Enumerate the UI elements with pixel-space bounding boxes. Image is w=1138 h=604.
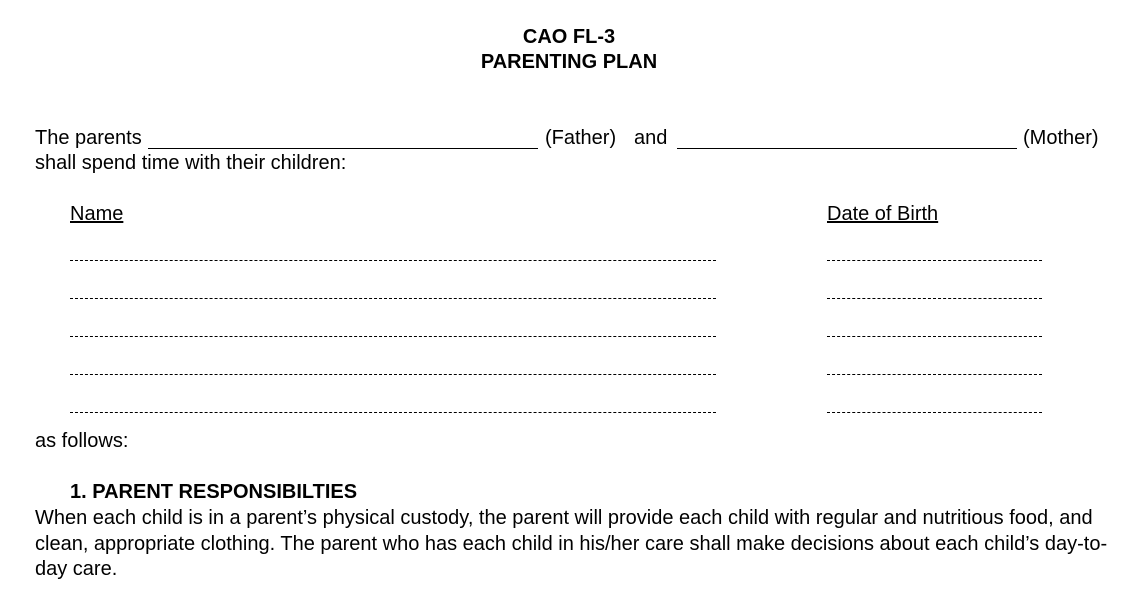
child-dob-line[interactable]: [827, 412, 1042, 413]
dob-column-header: Date of Birth: [827, 203, 939, 225]
child-name-line[interactable]: [70, 260, 716, 261]
child-dob-line[interactable]: [827, 260, 1042, 261]
the-parents-label: The parents: [35, 127, 142, 149]
mother-label: (Mother): [1023, 127, 1099, 149]
name-column-header: Name: [70, 203, 124, 225]
child-dob-line[interactable]: [827, 374, 1042, 375]
as-follows-label: as follows:: [35, 430, 129, 452]
form-code: CAO FL-3: [522, 26, 616, 48]
mother-name-line[interactable]: [677, 148, 1017, 149]
intro-continuation: shall spend time with their children:: [35, 152, 347, 174]
section-1-heading: 1. PARENT RESPONSIBILTIES: [70, 481, 358, 503]
child-name-line[interactable]: [70, 374, 716, 375]
section-1-body: When each child is in a parent’s physical custody, the parent will provide each child with regular and nutritious food, and clean, appropriate clothing. The parent who has each child in his/her care shall make decisions about each child’s day-to-day care.: [35, 507, 1108, 580]
child-name-line[interactable]: [70, 298, 716, 299]
document-title: PARENTING PLAN: [480, 51, 658, 73]
father-label: (Father): [545, 127, 617, 149]
and-label: and: [634, 127, 668, 149]
child-name-line[interactable]: [70, 412, 716, 413]
child-dob-line[interactable]: [827, 298, 1042, 299]
father-name-line[interactable]: [148, 148, 538, 149]
child-name-line[interactable]: [70, 336, 716, 337]
child-dob-line[interactable]: [827, 336, 1042, 337]
